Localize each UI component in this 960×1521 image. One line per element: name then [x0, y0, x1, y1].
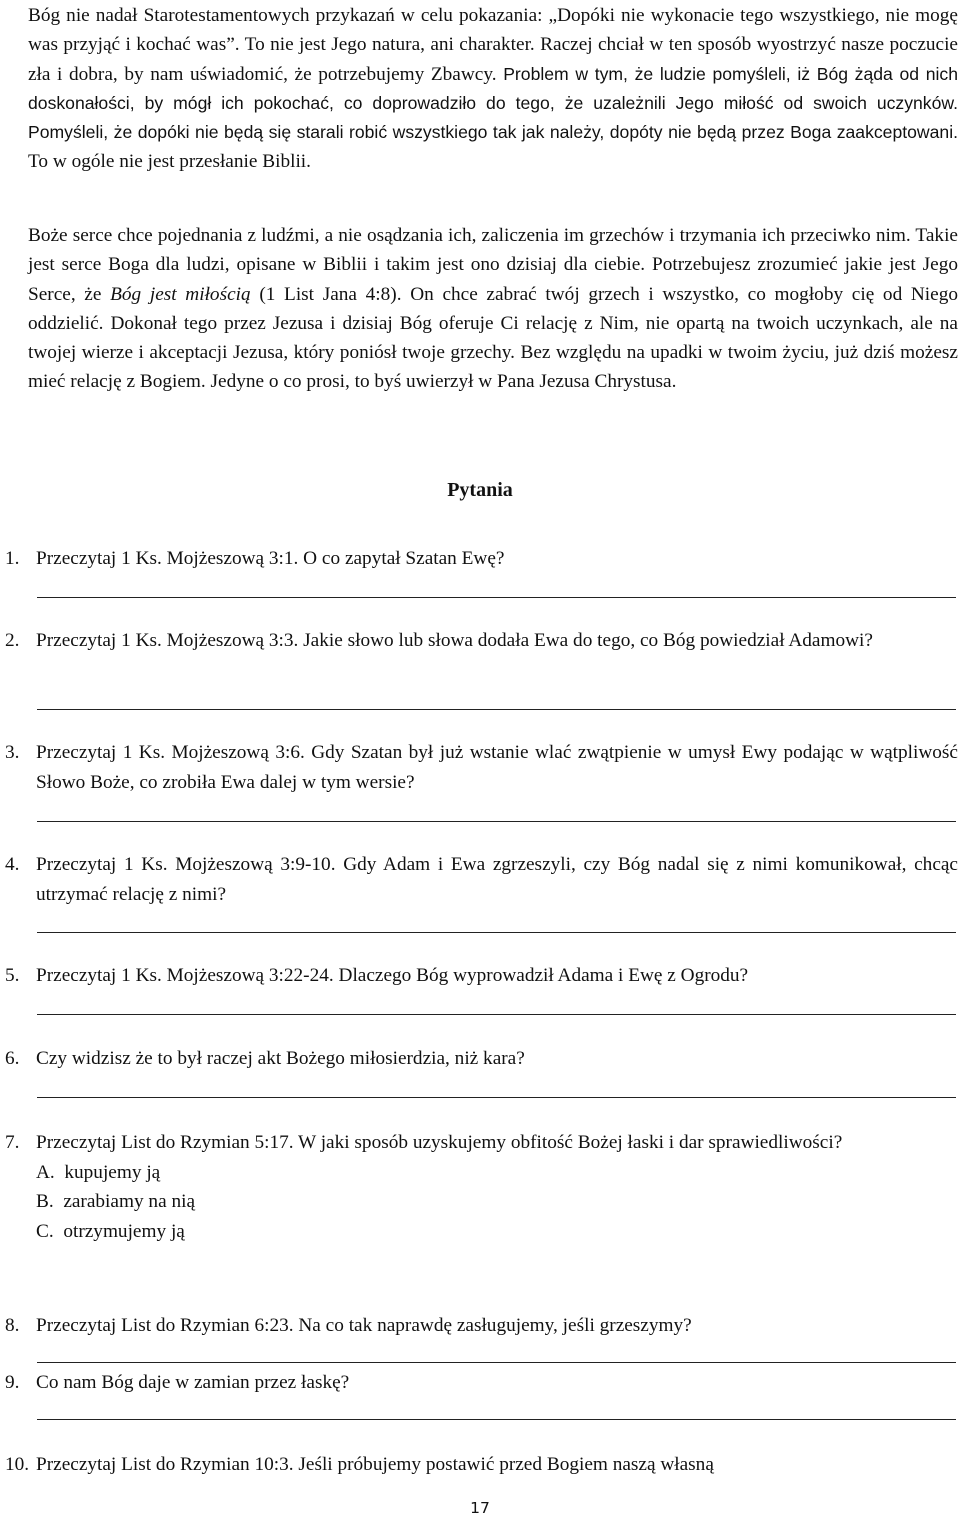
question-prompt: Przeczytaj List do Rzymian 5:17. W jaki sposób uzyskujemy obfitość Bożej łaski i dar sprawiedliwości? — [36, 1132, 843, 1153]
question-item — [5, 1368, 958, 1398]
question-number: 1. — [5, 548, 20, 569]
answer-option-b: B. zarabiamy na nią — [36, 1191, 196, 1213]
answer-line[interactable] — [37, 709, 956, 710]
answer-line[interactable] — [37, 1419, 956, 1420]
intro-paragraph-2 — [28, 221, 958, 397]
question-item — [5, 626, 958, 656]
question-text: Przeczytaj List do Rzymian 6:23. Na co tak naprawdę zasługujemy, jeśli grzeszymy? — [36, 1315, 692, 1336]
page-number: 17 — [470, 1499, 490, 1517]
answer-line[interactable] — [37, 1362, 956, 1363]
sentence: Pomyśleli, że dopóki nie będą się starali robić wszystkiego tak jak należy, dopóty nie będą przez Boga zaakceptowani. — [28, 122, 958, 143]
answer-option-c: C. otrzymujemy ją — [36, 1220, 185, 1242]
answer-line[interactable] — [37, 821, 956, 822]
question-item — [5, 1311, 958, 1341]
sentence: Dokonał tego przez Jezusa i dzisiaj Bóg oferuje Ci relację z Nim, nie opartą na twoich uczynkach, ale na twojej wierze i akceptacji Jezusa, który poniósł twoje grzechy. — [28, 312, 958, 364]
question-item — [5, 1128, 958, 1246]
answer-line[interactable] — [37, 1097, 956, 1098]
sentence: Potrzebujesz zrozumieć jakie jest Jego Serce, że — [28, 254, 958, 305]
question-number: 2. — [5, 630, 20, 651]
question-text: Przeczytaj List do Rzymian 10:3. Jeśli próbujemy postawić przed Bogiem naszą własną — [36, 1454, 714, 1475]
question-number: 7. — [5, 1132, 20, 1153]
sentence: Problem w tym, że ludzie pomyśleli, iż Bóg żąda od nich doskonałości, by mógł ich pokochać, co doprowadziło do tego, że uzależnili Jego miłość od swoich uczynków. — [28, 63, 958, 113]
question-item — [5, 850, 958, 909]
sentence: Raczej chciał w ten sposób wyostrzyć nasze poczucie zła i dobra, by nam uświadomić, że potrzebujemy Zbawcy. — [28, 34, 958, 85]
sentence: Jedyne o co prosi, to byś uwierzył w Pana Jezusa Chrystusa. — [205, 371, 677, 393]
sentence: To w ogóle nie jest przesłanie Biblii. — [28, 151, 311, 173]
question-item — [5, 544, 958, 574]
question-item — [5, 1450, 958, 1480]
question-text: Przeczytaj 1 Ks. Mojżeszową 3:9-10. Gdy Adam i Ewa zgrzeszyli, czy Bóg nadal się z nimi komunikował, chcąc utrzymać relację z nimi? — [36, 854, 958, 905]
italic-phrase: Bóg jest miłością — [110, 283, 251, 305]
sentence: Bóg nie nadał Starotestamentowych przykazań w celu pokazania: „Dopóki nie wykonacie tego wszystkiego, nie mogę was przyjąć i kochać was”. To nie jest Jego natura, ani charakter. — [28, 5, 958, 56]
sentence: (1 List Jana 4:8). — [250, 283, 402, 305]
sentence: On chce zabrać twój grzech i wszystko, co mogłoby cię od Niego oddzielić. — [28, 283, 958, 334]
section-heading: Pytania — [447, 479, 513, 501]
answer-line[interactable] — [37, 932, 956, 933]
question-item — [5, 961, 958, 991]
answer-line[interactable] — [37, 1014, 956, 1015]
sentence: Boże serce chce pojednania z ludźmi, a nie osądzania ich, zaliczenia im grzechów i trzymania ich przeciwko nim. — [28, 225, 911, 246]
sentence: Takie jest serce Boga dla ludzi, opisane w Biblii i takim jest ono dzisiaj dla ciebie. — [28, 225, 958, 276]
question-number: 4. — [5, 854, 20, 875]
question-text: Przeczytaj 1 Ks. Mojżeszową 3:22-24. Dlaczego Bóg wyprowadził Adama i Ewę z Ogrodu? — [36, 965, 749, 986]
sentence: Bez względu na upadki w twoim życiu, już dziś możesz mieć relację z Bogiem. — [28, 342, 958, 393]
question-number: 10. — [5, 1454, 30, 1475]
question-item — [5, 1044, 958, 1074]
question-item — [5, 738, 958, 797]
question-text — [36, 1128, 958, 1246]
question-text: Przeczytaj 1 Ks. Mojżeszową 3:1. O co zapytał Szatan Ewę? — [36, 548, 505, 569]
question-number: 9. — [5, 1372, 20, 1393]
question-text: Przeczytaj 1 Ks. Mojżeszową 3:3. Jakie słowo lub słowa dodała Ewa do tego, co Bóg powiedział Adamowi? — [36, 630, 873, 651]
answer-line[interactable] — [37, 597, 956, 598]
answer-option-a: A. kupujemy ją — [36, 1161, 161, 1183]
question-text: Przeczytaj 1 Ks. Mojżeszową 3:6. Gdy Szatan był już wstanie wlać zwątpienie w umysł Ewy podając w wątpliwość Słowo Boże, co zrobiła Ewa dalej w tym wersie? — [36, 742, 958, 793]
question-text: Co nam Bóg daje w zamian przez łaskę? — [36, 1372, 350, 1393]
question-text: Czy widzisz że to był raczej akt Bożego miłosierdzia, niż kara? — [36, 1048, 525, 1069]
question-number: 6. — [5, 1048, 20, 1069]
question-number: 3. — [5, 742, 20, 763]
intro-paragraph-1 — [28, 1, 958, 177]
question-number: 5. — [5, 965, 20, 986]
question-number: 8. — [5, 1315, 20, 1336]
